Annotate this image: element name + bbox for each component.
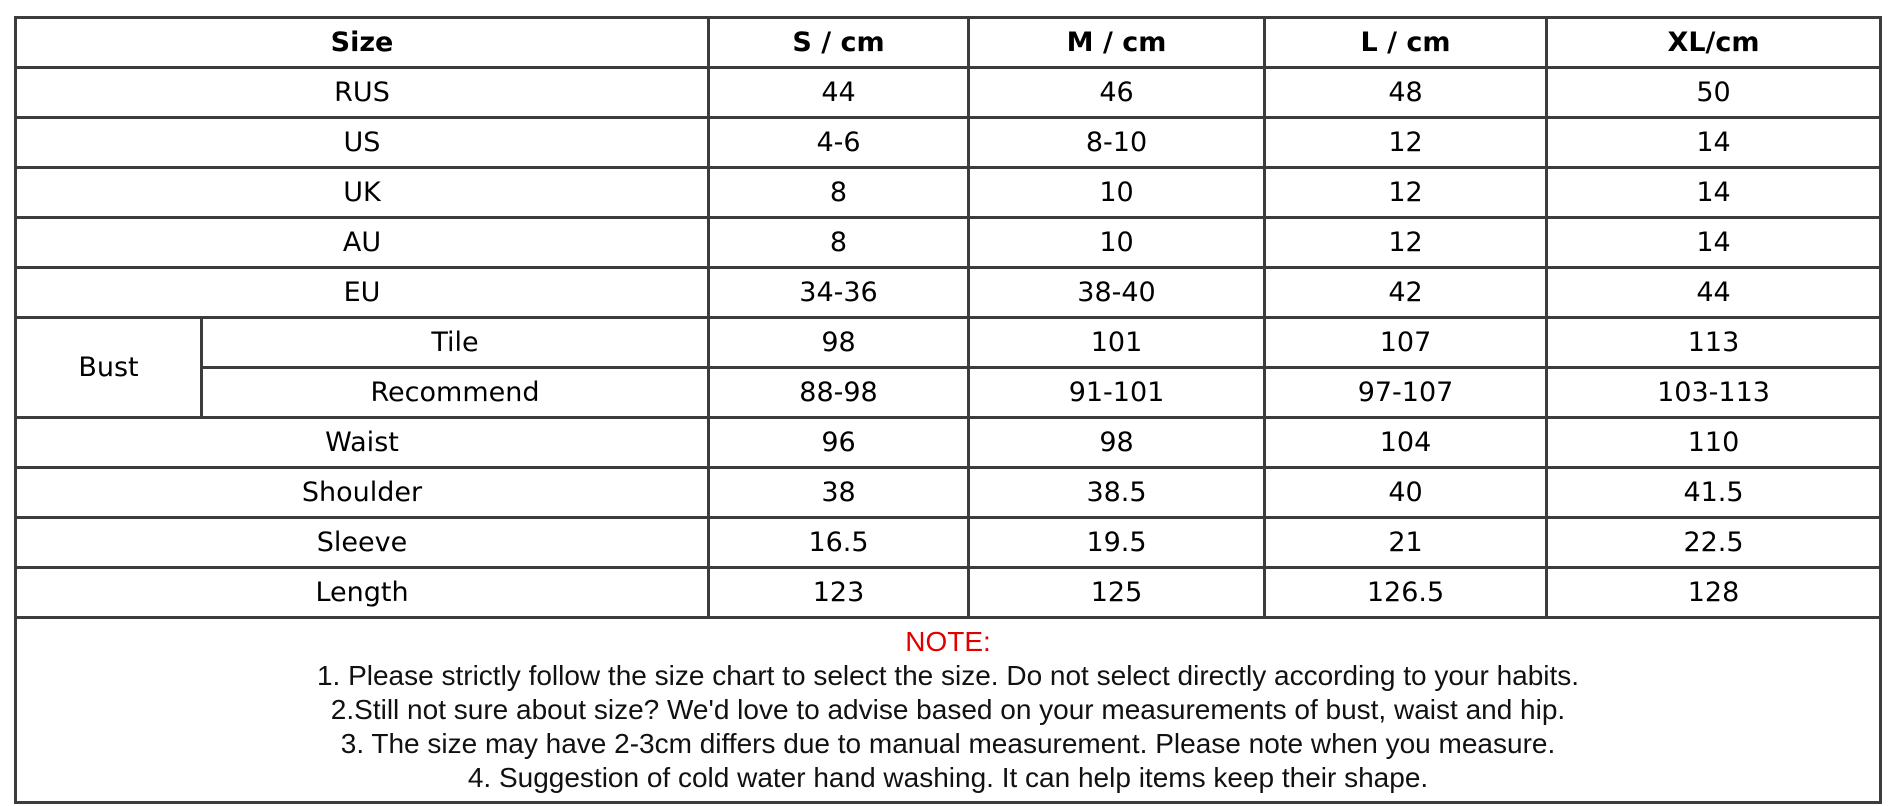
cell-m: 19.5 — [969, 518, 1265, 568]
size-chart-table — [14, 16, 1882, 804]
cell-s: 8 — [709, 218, 969, 268]
cell-l: 107 — [1265, 318, 1547, 368]
table-header-row — [16, 18, 1881, 68]
cell-l: 12 — [1265, 118, 1547, 168]
cell-s: 38 — [709, 468, 969, 518]
note-row — [16, 618, 1881, 803]
cell-s: 44 — [709, 68, 969, 118]
cell-xl: 14 — [1547, 218, 1881, 268]
row-label: Shoulder — [16, 468, 709, 518]
header-s: S / cm — [709, 18, 969, 68]
note-title: NOTE: — [905, 626, 991, 657]
row-sublabel: Recommend — [202, 368, 709, 418]
cell-s: 4-6 — [709, 118, 969, 168]
note-line: 4. Suggestion of cold water hand washing. It can help items keep their shape. — [467, 762, 1429, 793]
cell-xl: 22.5 — [1547, 518, 1881, 568]
table-row-length — [16, 568, 1881, 618]
cell-s: 16.5 — [709, 518, 969, 568]
note-cell — [16, 618, 1881, 803]
header-m: M / cm — [969, 18, 1265, 68]
cell-l: 12 — [1265, 168, 1547, 218]
row-label: RUS — [16, 68, 709, 118]
cell-l: 97-107 — [1265, 368, 1547, 418]
cell-s: 34-36 — [709, 268, 969, 318]
cell-xl: 113 — [1547, 318, 1881, 368]
row-label: Waist — [16, 418, 709, 468]
table-row-uk — [16, 168, 1881, 218]
row-label: UK — [16, 168, 709, 218]
row-label: Length — [16, 568, 709, 618]
cell-m: 10 — [969, 168, 1265, 218]
cell-xl: 41.5 — [1547, 468, 1881, 518]
cell-l: 126.5 — [1265, 568, 1547, 618]
cell-m: 101 — [969, 318, 1265, 368]
cell-m: 91-101 — [969, 368, 1265, 418]
cell-l: 21 — [1265, 518, 1547, 568]
cell-xl: 110 — [1547, 418, 1881, 468]
cell-xl: 103-113 — [1547, 368, 1881, 418]
cell-m: 98 — [969, 418, 1265, 468]
cell-s: 8 — [709, 168, 969, 218]
cell-xl: 128 — [1547, 568, 1881, 618]
row-label: Sleeve — [16, 518, 709, 568]
note-line: 2.Still not sure about size? We'd love to advise based on your measurements of bust, waist and hip. — [330, 694, 1566, 725]
cell-m: 8-10 — [969, 118, 1265, 168]
cell-s: 123 — [709, 568, 969, 618]
row-label: EU — [16, 268, 709, 318]
header-xl: XL/cm — [1547, 18, 1881, 68]
cell-xl: 14 — [1547, 168, 1881, 218]
cell-s: 98 — [709, 318, 969, 368]
bust-label: Bust — [16, 318, 202, 418]
row-label: AU — [16, 218, 709, 268]
cell-m: 125 — [969, 568, 1265, 618]
note-line: 1. Please strictly follow the size chart to select the size. Do not select directly according to your habits. — [316, 660, 1580, 691]
table-row-us — [16, 118, 1881, 168]
table-row-au — [16, 218, 1881, 268]
cell-s: 96 — [709, 418, 969, 468]
table-row-waist — [16, 418, 1881, 468]
cell-m: 10 — [969, 218, 1265, 268]
header-l: L / cm — [1265, 18, 1547, 68]
table-row-bust-tile — [16, 318, 1881, 368]
cell-l: 40 — [1265, 468, 1547, 518]
cell-l: 42 — [1265, 268, 1547, 318]
table-row-shoulder — [16, 468, 1881, 518]
row-label: US — [16, 118, 709, 168]
table-row-bust-recommend — [16, 368, 1881, 418]
cell-l: 104 — [1265, 418, 1547, 468]
cell-l: 48 — [1265, 68, 1547, 118]
cell-xl: 50 — [1547, 68, 1881, 118]
cell-l: 12 — [1265, 218, 1547, 268]
table-row-rus — [16, 68, 1881, 118]
header-size: Size — [16, 18, 709, 68]
cell-s: 88-98 — [709, 368, 969, 418]
cell-m: 38.5 — [969, 468, 1265, 518]
cell-m: 38-40 — [969, 268, 1265, 318]
cell-xl: 44 — [1547, 268, 1881, 318]
table-row-eu — [16, 268, 1881, 318]
cell-xl: 14 — [1547, 118, 1881, 168]
row-sublabel: Tile — [202, 318, 709, 368]
note-line: 3. The size may have 2-3cm differs due to manual measurement. Please note when you measure. — [340, 728, 1556, 759]
table-row-sleeve — [16, 518, 1881, 568]
cell-m: 46 — [969, 68, 1265, 118]
